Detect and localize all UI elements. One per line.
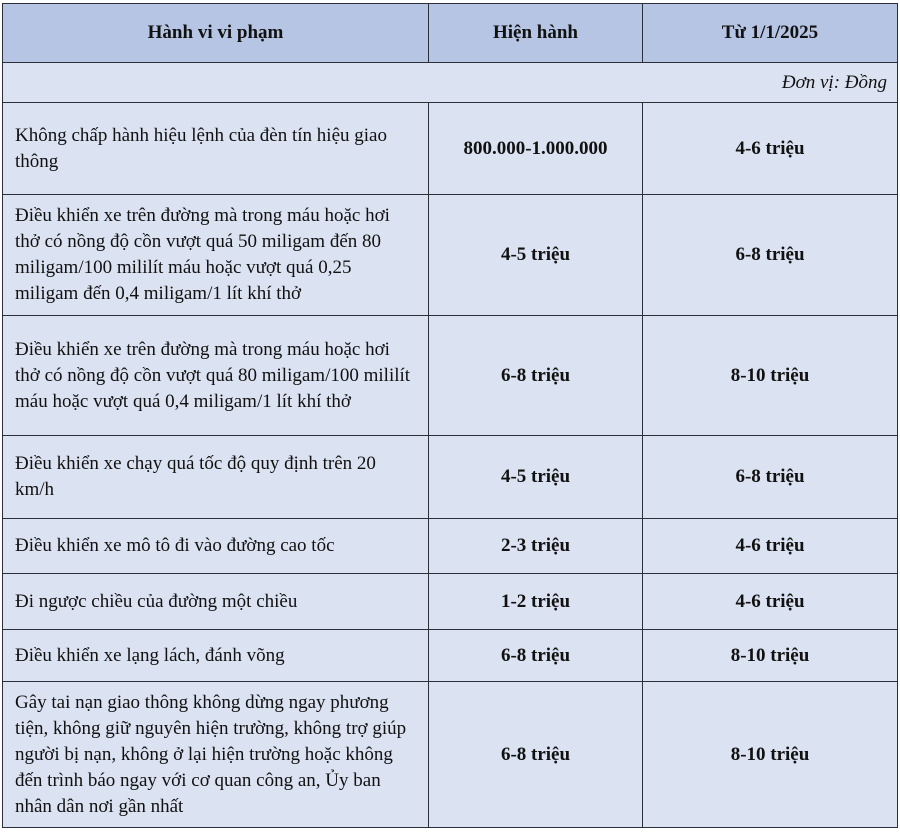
violation-cell: Gây tai nạn giao thông không dừng ngay phương tiện, không giữ nguyên hiện trường, không trợ giúp người bị nạn, không ở lại hiện trường hoặc không đến trình báo ngay với cơ quan công an, Ủy ban nhân dân nơi gần nhất bbox=[3, 682, 429, 828]
header-violation: Hành vi vi phạm bbox=[3, 4, 429, 63]
current-fine-cell: 4-5 triệu bbox=[429, 195, 643, 316]
table-row bbox=[3, 519, 898, 574]
current-fine-cell: 6-8 triệu bbox=[429, 682, 643, 828]
unit-note-row bbox=[3, 63, 898, 103]
violation-cell: Điều khiển xe trên đường mà trong máu hoặc hơi thở có nồng độ cồn vượt quá 80 miligam/100 mililít máu hoặc vượt quá 0,4 miligam/1 lít khí thở bbox=[3, 316, 429, 436]
header-current: Hiện hành bbox=[429, 4, 643, 63]
table-row bbox=[3, 630, 898, 682]
current-fine-cell: 800.000-1.000.000 bbox=[429, 103, 643, 195]
table-header-row bbox=[3, 4, 898, 63]
violation-cell: Đi ngược chiều của đường một chiều bbox=[3, 574, 429, 630]
new-fine-cell: 4-6 triệu bbox=[643, 574, 898, 630]
violation-cell: Điều khiển xe chạy quá tốc độ quy định trên 20 km/h bbox=[3, 436, 429, 519]
current-fine-cell: 1-2 triệu bbox=[429, 574, 643, 630]
current-fine-cell: 6-8 triệu bbox=[429, 630, 643, 682]
violation-cell: Không chấp hành hiệu lệnh của đèn tín hiệu giao thông bbox=[3, 103, 429, 195]
current-fine-cell: 2-3 triệu bbox=[429, 519, 643, 574]
new-fine-cell: 4-6 triệu bbox=[643, 519, 898, 574]
table-row bbox=[3, 316, 898, 436]
violation-cell: Điều khiển xe mô tô đi vào đường cao tốc bbox=[3, 519, 429, 574]
fines-comparison-table bbox=[2, 3, 898, 828]
unit-note: Đơn vị: Đồng bbox=[3, 63, 898, 103]
new-fine-cell: 8-10 triệu bbox=[643, 316, 898, 436]
table-row bbox=[3, 574, 898, 630]
table-row bbox=[3, 436, 898, 519]
new-fine-cell: 4-6 triệu bbox=[643, 103, 898, 195]
new-fine-cell: 6-8 triệu bbox=[643, 436, 898, 519]
table-row bbox=[3, 103, 898, 195]
current-fine-cell: 4-5 triệu bbox=[429, 436, 643, 519]
violation-cell: Điều khiển xe trên đường mà trong máu hoặc hơi thở có nồng độ cồn vượt quá 50 miligam đến 80 miligam/100 mililít máu hoặc vượt quá 0,25 miligam đến 0,4 miligam/1 lít khí thở bbox=[3, 195, 429, 316]
table-row bbox=[3, 195, 898, 316]
new-fine-cell: 6-8 triệu bbox=[643, 195, 898, 316]
new-fine-cell: 8-10 triệu bbox=[643, 682, 898, 828]
violation-cell: Điều khiển xe lạng lách, đánh võng bbox=[3, 630, 429, 682]
table-row bbox=[3, 682, 898, 828]
current-fine-cell: 6-8 triệu bbox=[429, 316, 643, 436]
header-from-2025: Từ 1/1/2025 bbox=[643, 4, 898, 63]
new-fine-cell: 8-10 triệu bbox=[643, 630, 898, 682]
